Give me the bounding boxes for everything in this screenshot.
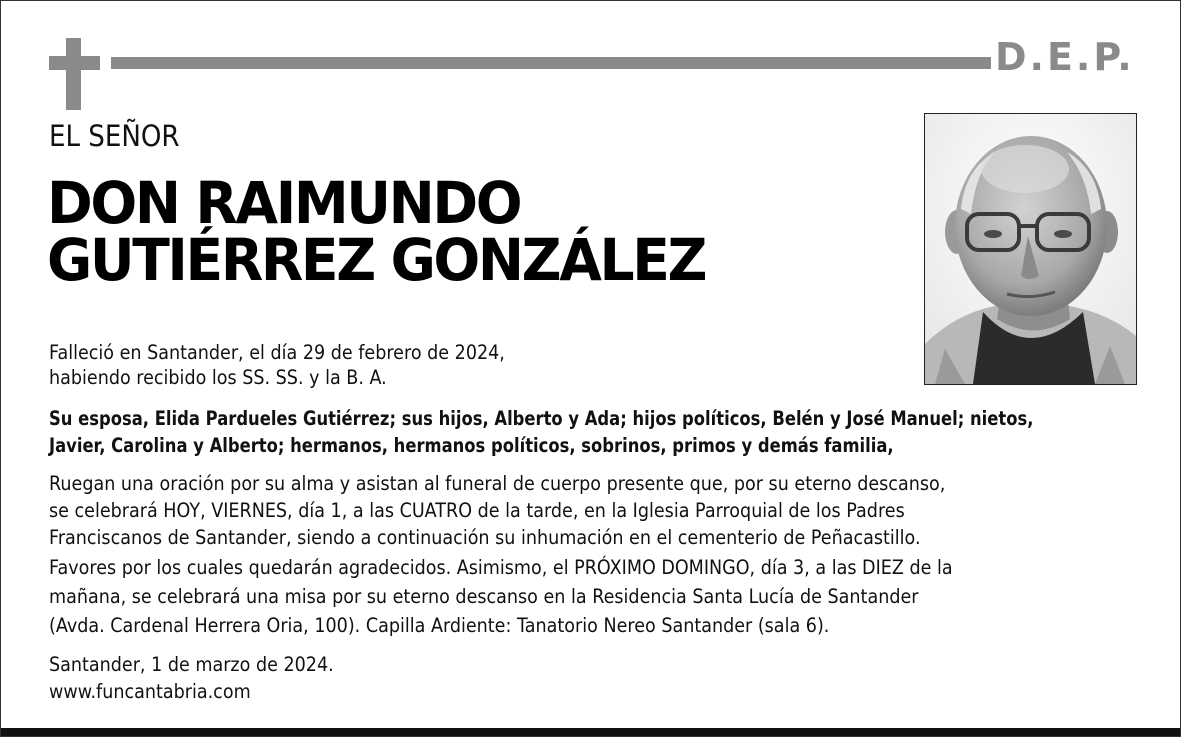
service-line: Ruegan una oración por su alma y asistan al funeral de cuerpo presente que, por su eterno descanso,	[49, 472, 946, 495]
latin-cross-icon	[49, 38, 100, 110]
service-line: mañana, se celebrará una misa por su eterno descanso en la Residencia Santa Lucía de Santander	[49, 585, 919, 608]
dep-label: D.E.P.	[995, 35, 1135, 79]
website-link[interactable]: www.funcantabria.com	[49, 680, 251, 703]
portrait-photo	[924, 113, 1137, 385]
death-notice-line: Falleció en Santander, el día 29 de febrero de 2024,	[49, 341, 505, 364]
service-line: se celebrará HOY, VIERNES, día 1, a las CUATRO de la tarde, en la Iglesia Parroquial de los Padres	[49, 499, 905, 522]
honorific-title: EL SEÑOR	[49, 119, 180, 153]
deceased-name-line-2: GUTIÉRREZ GONZÁLEZ	[47, 226, 706, 294]
deceased-name-line-1: DON RAIMUNDO	[47, 169, 521, 237]
family-line: Su esposa, Elida Pardueles Gutiérrez; sus hijos, Alberto y Ada; hijos políticos, Belén y José Manuel; nietos,	[49, 407, 1034, 430]
bottom-border	[1, 728, 1180, 736]
service-line: Favores por los cuales quedarán agradecidos. Asimismo, el PRÓXIMO DOMINGO, día 3, a las DIEZ de la	[49, 556, 953, 579]
family-line: Javier, Carolina y Alberto; hermanos, hermanos políticos, sobrinos, primos y demás familia,	[49, 434, 894, 457]
service-line: (Avda. Cardenal Herrera Oria, 100). Capilla Ardiente: Tanatorio Nereo Santander (sala 6).	[49, 614, 830, 637]
death-notice-line: habiendo recibido los SS. SS. y la B. A.	[49, 366, 387, 389]
place-date: Santander, 1 de marzo de 2024.	[49, 653, 334, 676]
service-line: Franciscanos de Santander, siendo a continuación su inhumación en el cementerio de Peñacastillo.	[49, 526, 921, 549]
header-rule	[111, 57, 991, 69]
